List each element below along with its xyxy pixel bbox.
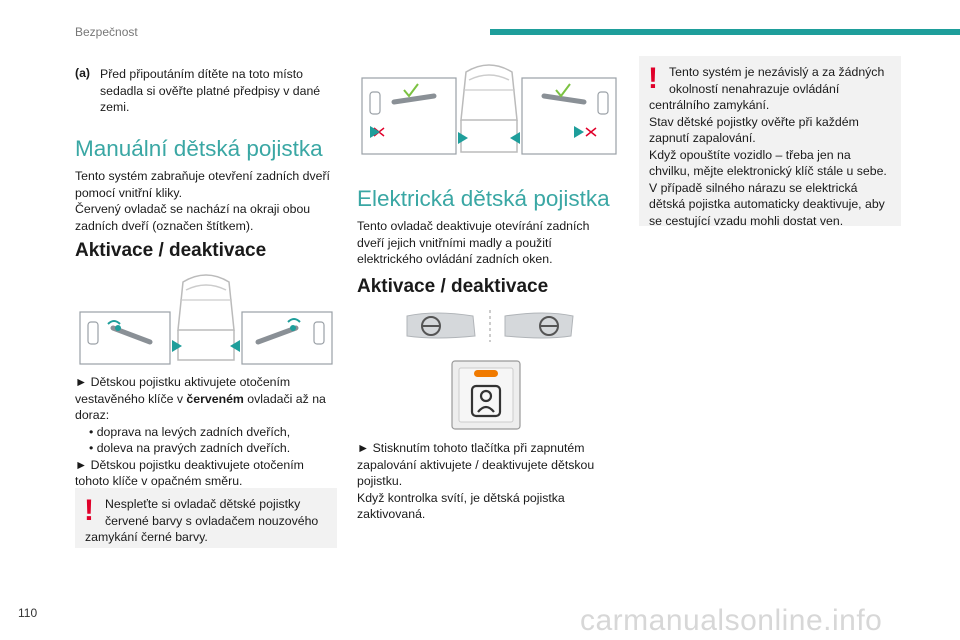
warning-line-1: Tento systém je nezávislý a za žádných okolností nenahrazuje ovládání centrálního zamykání. xyxy=(649,65,885,112)
manual-step-activate xyxy=(75,374,340,424)
warning-line-4: V případě silného nárazu se elektrická dětská pojistka automaticky deaktivuje, aby se cestující vzadu mohli dostat ven. xyxy=(649,180,885,228)
manual-steps xyxy=(75,374,340,490)
step-activate-text-c: ovladači až na doraz: xyxy=(75,391,326,422)
electric-note: Když kontrolka svítí, je dětská pojistka zaktivovaná. xyxy=(357,490,565,521)
footnote-text: Před připoutáním dítěte na toto místo sedadla si ověřte platné předpisy v dané zemi. xyxy=(100,67,321,114)
electric-door-illustration xyxy=(360,62,618,158)
manual-warning-text: Nespleťte si ovladač dětské pojistky červené barvy s ovladačem nouzového zamykání černé barvy. xyxy=(85,497,319,544)
section-heading-electric: Elektrická dětská pojistka xyxy=(357,186,610,211)
electric-warning-box xyxy=(639,56,901,226)
step-activate-emphasis: červeném xyxy=(186,391,244,406)
warning-line-3: Když opouštíte vozidlo – třeba jen na chvilku, mějte elektronický klíč stále u sebe. xyxy=(649,147,887,178)
footnote-tag: (a) xyxy=(75,66,91,80)
page-number: 110 xyxy=(18,606,38,620)
step-activate-text-a: ► Dětskou pojistku aktivujete otočením vestavěného klíče v xyxy=(75,375,291,406)
section-heading-manual: Manuální dětská pojistka xyxy=(75,136,323,161)
subheading-activation-electric: Aktivace / deaktivace xyxy=(357,276,549,297)
warning-icon: ! xyxy=(84,494,94,527)
electric-intro xyxy=(357,218,619,268)
manual-intro xyxy=(75,168,340,234)
footnote-a xyxy=(75,66,335,116)
electric-intro-text: Tento ovladač deaktivuje otevírání zadních dveří jejich vnitřními madly a použití elektrického ovládání zadních oken. xyxy=(357,219,590,266)
bullet-right-doors: • doleva na pravých zadních dveřích. xyxy=(89,441,291,455)
header-accent-bar xyxy=(490,29,960,35)
dashboard-illustration xyxy=(405,308,575,344)
warning-icon: ! xyxy=(648,62,658,95)
manual-warning-box xyxy=(75,488,337,548)
subheading-activation-manual: Aktivace / deaktivace xyxy=(75,240,267,261)
warning-line-2: Stav dětské pojistky ověřte při každém zapnutí zapalování. xyxy=(649,114,859,145)
bullet-left-doors: • doprava na levých zadních dveřích, xyxy=(89,424,291,439)
manual-intro-text: Tento systém zabraňuje otevření zadních dveří pomocí vnitřní kliky. xyxy=(75,169,330,200)
watermark: carmanualsonline.info xyxy=(580,604,883,637)
electric-steps xyxy=(357,440,619,523)
section-title: Bezpečnost xyxy=(75,25,138,39)
manual-step-deactivate: ► Dětskou pojistku deaktivujete otočením tohoto klíče v opačném směru. xyxy=(75,457,304,488)
electric-step-press: ► Stisknutím tohoto tlačítka při zapnutém zapalování aktivujete / deaktivujete dětskou pojistku. xyxy=(357,441,595,488)
child-lock-button-icon[interactable] xyxy=(451,360,521,430)
manual-child-lock-illustration xyxy=(78,270,333,366)
manual-intro-text-2: Červený ovladač se nachází na okraji obou zadních dveří (označen štítkem). xyxy=(75,202,311,233)
